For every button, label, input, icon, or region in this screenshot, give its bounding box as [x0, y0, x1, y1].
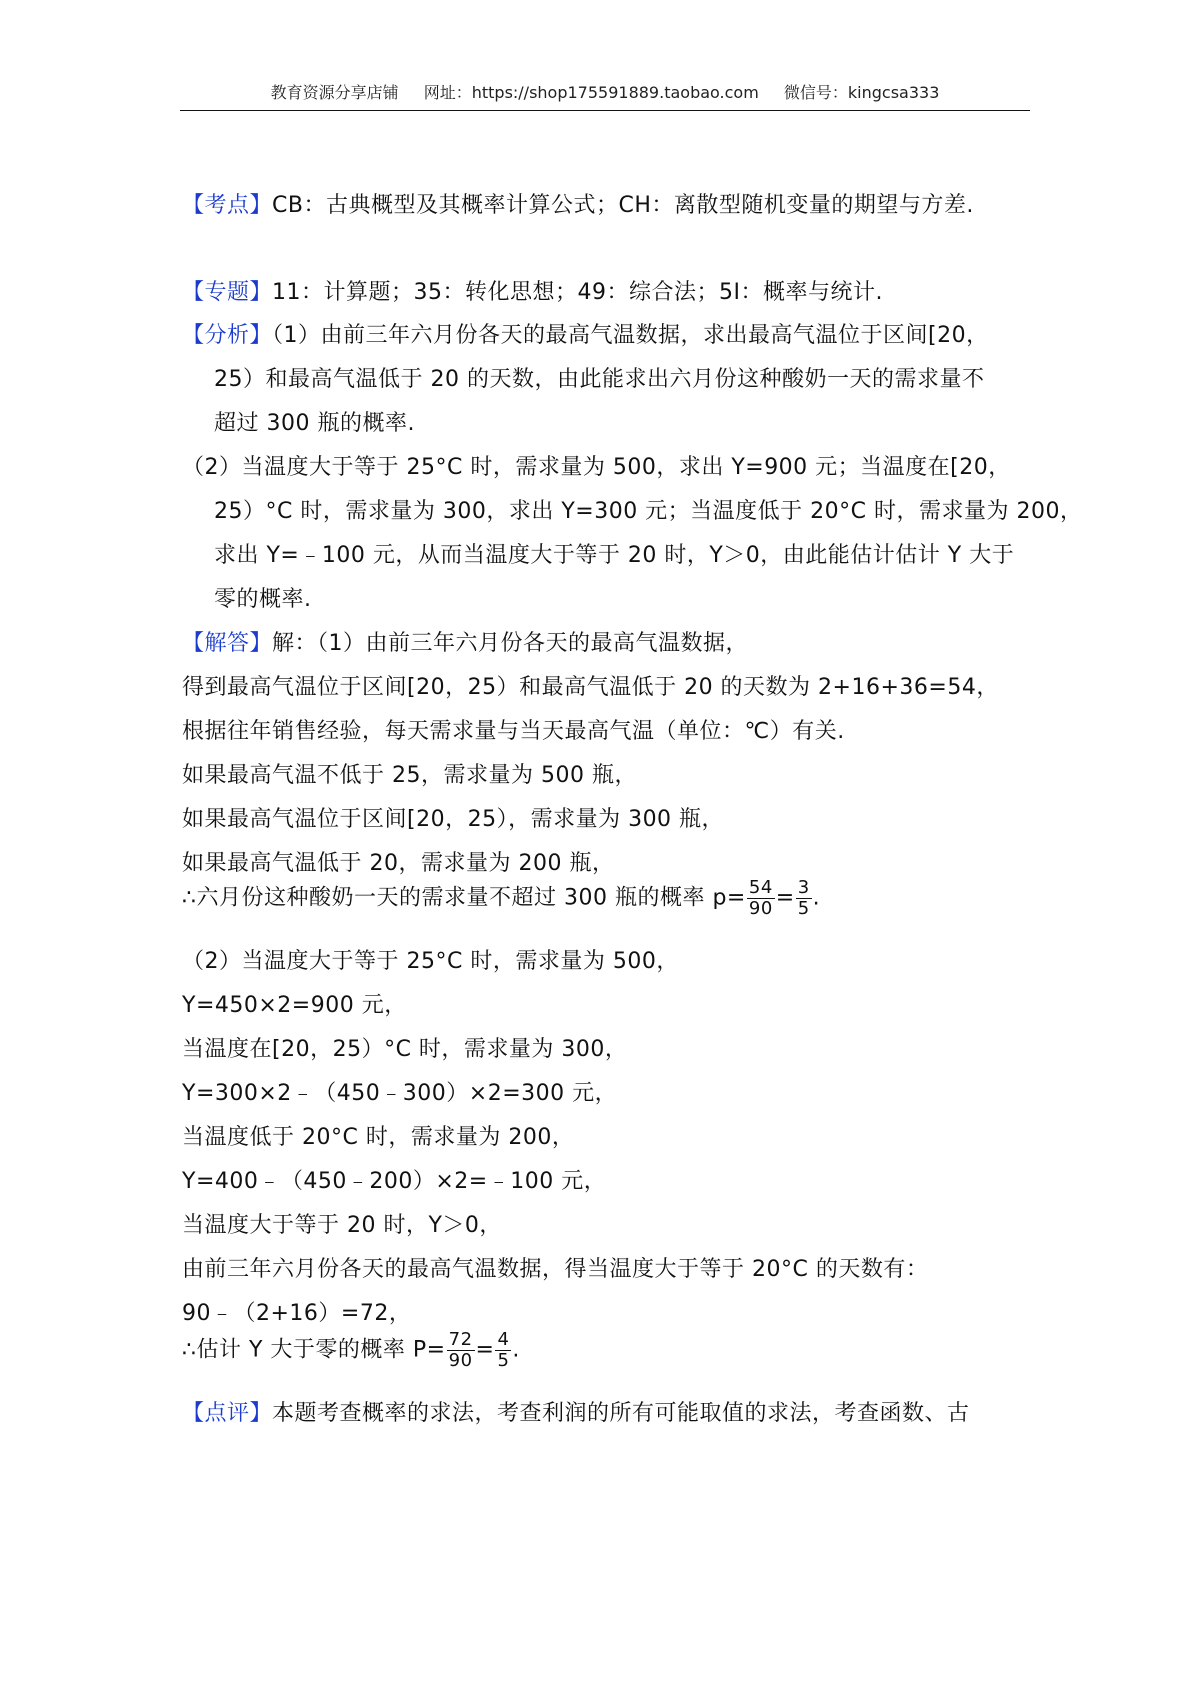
fraction-3-5	[796, 878, 812, 919]
fraction-54-90	[747, 878, 775, 919]
kaodian-text: CB：古典概型及其概率计算公式；CH：离散型随机变量的期望与方差.	[272, 193, 974, 218]
jieda-line-1	[182, 626, 748, 657]
period: .	[512, 1337, 520, 1363]
page-header	[180, 80, 1030, 103]
fraction-72-90	[447, 1330, 475, 1371]
fraction-denominator: 5	[797, 898, 810, 919]
fenxi-line-5: 25）°C 时，需求量为 300，求出 Y=300 元；当温度低于 20°C 时，需求量为 200，	[214, 499, 1083, 524]
fenxi-line-3: 超过 300 瓶的概率.	[214, 411, 415, 436]
jieda-line-3: 根据往年销售经验，每天需求量与当天最高气温（单位：℃）有关.	[182, 719, 845, 744]
equals-sign: =	[775, 885, 795, 911]
fraction-numerator: 54	[748, 877, 773, 898]
jieda-line-13: Y=400﹣（450﹣200）×2=﹣100 元，	[182, 1169, 607, 1194]
jieda-text-7: ∴六月份这种酸奶一天的需求量不超过 300 瓶的概率 p=	[182, 885, 746, 911]
jieda-line-17	[182, 1330, 520, 1371]
fraction-numerator: 4	[497, 1329, 510, 1350]
jieda-line-2: 得到最高气温位于区间[20，25）和最高气温低于 20 的天数为 2+16+36=54，	[182, 675, 999, 700]
jieda-line-6: 如果最高气温低于 20，需求量为 200 瓶，	[182, 851, 615, 876]
jieda-text-17: ∴估计 Y 大于零的概率 P=	[182, 1337, 446, 1363]
header-site: 网址：https://shop175591889.taobao.com	[423, 83, 759, 102]
dianping-line	[182, 1396, 970, 1427]
fenxi-line-7: 零的概率.	[214, 587, 312, 612]
tag-dianping: 【点评】	[182, 1401, 273, 1426]
jieda-line-4: 如果最高气温不低于 25，需求量为 500 瓶，	[182, 763, 637, 788]
fenxi-line-4: （2）当温度大于等于 25°C 时，需求量为 500，求出 Y=900 元；当温度在[20，	[182, 455, 1011, 480]
jieda-line-14: 当温度大于等于 20 时，Y＞0，	[182, 1213, 502, 1238]
jieda-line-10: 当温度在[20，25）°C 时，需求量为 300，	[182, 1037, 628, 1062]
tag-zhuanti: 【专题】	[182, 280, 273, 305]
jieda-line-12: 当温度低于 20°C 时，需求量为 200，	[182, 1125, 575, 1150]
jieda-text-1: 解：（1）由前三年六月份各天的最高气温数据，	[272, 631, 749, 656]
fraction-numerator: 3	[797, 877, 810, 898]
header-rule	[180, 110, 1030, 111]
fraction-denominator: 5	[497, 1350, 510, 1371]
header-shop: 教育资源分享店铺	[270, 83, 399, 102]
fenxi-line-6: 求出 Y=﹣100 元，从而当温度大于等于 20 时，Y＞0，由此能估计估计 Y 大于	[214, 543, 1015, 568]
fenxi-line-1	[182, 318, 989, 349]
equals-sign: =	[475, 1337, 495, 1363]
jieda-line-5: 如果最高气温位于区间[20，25），需求量为 300 瓶，	[182, 807, 725, 832]
fraction-4-5	[495, 1330, 511, 1371]
fraction-denominator: 90	[748, 898, 773, 919]
dianping-text: 本题考查概率的求法，考查利润的所有可能取值的求法，考查函数、古	[272, 1401, 970, 1426]
fenxi-line-2: 25）和最高气温低于 20 的天数，由此能求出六月份这种酸奶一天的需求量不	[214, 367, 985, 392]
period: .	[812, 885, 821, 911]
jieda-line-8: （2）当温度大于等于 25°C 时，需求量为 500，	[182, 949, 679, 974]
jieda-line-9: Y=450×2=900 元，	[182, 993, 407, 1018]
tag-jieda: 【解答】	[182, 631, 273, 656]
jieda-line-7	[182, 878, 820, 919]
kaodian-line	[182, 188, 974, 219]
jieda-line-15: 由前三年六月份各天的最高气温数据，得当温度大于等于 20°C 的天数有：	[182, 1257, 929, 1282]
zhuanti-text: 11：计算题；35：转化思想；49：综合法；5I：概率与统计.	[272, 280, 883, 305]
zhuanti-line	[182, 275, 883, 306]
jieda-line-11: Y=300×2﹣（450﹣300）×2=300 元，	[182, 1081, 618, 1106]
header-wechat: 微信号：kingcsa333	[783, 83, 940, 102]
tag-fenxi: 【分析】	[182, 323, 273, 348]
tag-kaodian: 【考点】	[182, 193, 273, 218]
fenxi-text-1: （1）由前三年六月份各天的最高气温数据，求出最高气温位于区间[20，	[272, 323, 989, 348]
jieda-line-16: 90﹣（2+16）=72，	[182, 1301, 412, 1326]
fraction-denominator: 90	[448, 1350, 473, 1371]
fraction-numerator: 72	[448, 1329, 473, 1350]
